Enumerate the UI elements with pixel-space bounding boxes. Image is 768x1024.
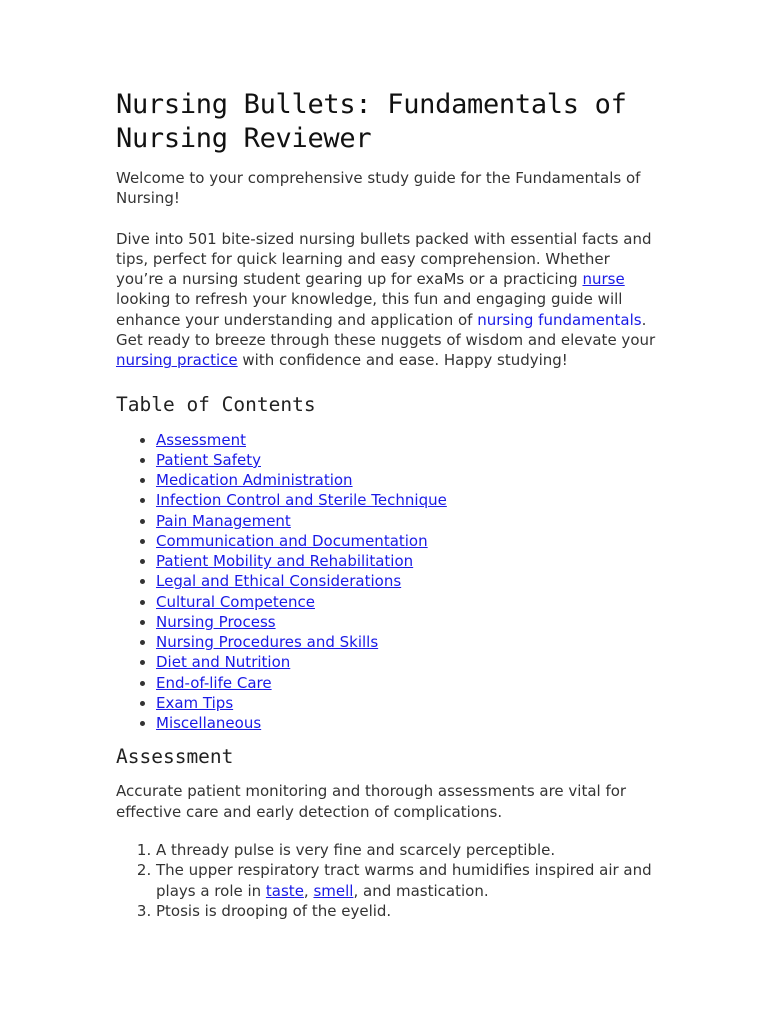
list-item [156, 860, 656, 901]
smell-link[interactable]: smell [313, 881, 354, 900]
list-item: 3. Ptosis is drooping of the eyelid. [156, 901, 656, 921]
toc-link-procedures-skills[interactable]: Nursing Procedures and Skills [156, 633, 379, 652]
toc-link-medication-administration[interactable]: Medication Administration [156, 471, 353, 490]
article [116, 88, 656, 921]
intro-paragraph: Welcome to your comprehensive study guide for the Fundamentals of Nursing! [116, 169, 641, 208]
toc-item [156, 430, 656, 450]
toc-item [156, 571, 656, 591]
list-item: 1. A thready pulse is very fine and scarcely perceptible. [156, 840, 656, 860]
toc-item [156, 632, 656, 652]
toc-item [156, 652, 656, 672]
toc-item [156, 713, 656, 733]
toc-link-exam-tips[interactable]: Exam Tips [156, 693, 234, 712]
taste-link[interactable]: taste [265, 881, 304, 900]
toc-item [156, 511, 656, 531]
item2-text-1: The upper respiratory tract warms and humidifies inspired air and plays a role in [156, 861, 652, 900]
toc-item [156, 673, 656, 693]
toc-link-infection-control[interactable]: Infection Control and Sterile Technique [156, 491, 447, 510]
toc-item [156, 531, 656, 551]
toc-link-miscellaneous[interactable]: Miscellaneous [156, 714, 262, 733]
desc-text-2: looking to refresh your knowledge, this fun and engaging guide will enhance your understanding and application of [116, 290, 623, 329]
toc-item [156, 693, 656, 713]
item2-text-2: , and mastication. [353, 881, 489, 900]
toc-link-legal-ethical[interactable]: Legal and Ethical Considerations [156, 572, 402, 591]
toc-item [156, 592, 656, 612]
nurse-link[interactable]: nurse [582, 270, 625, 289]
nursing-practice-link[interactable]: nursing practice [116, 351, 238, 370]
toc-link-patient-mobility[interactable]: Patient Mobility and Rehabilitation [156, 552, 414, 571]
toc-item [156, 551, 656, 571]
desc-text-3: . Get ready to breeze through these nuggets of wisdom and elevate your [116, 310, 656, 350]
toc-item [156, 490, 656, 510]
toc-item [156, 450, 656, 470]
toc-heading: Table of Contents [116, 392, 316, 416]
desc-text-4: with confidence and ease. Happy studying! [237, 351, 568, 370]
toc-item [156, 612, 656, 632]
toc-link-cultural-competence[interactable]: Cultural Competence [156, 592, 315, 611]
assessment-list [116, 840, 656, 921]
assessment-intro: Accurate patient monitoring and thorough assessments are vital for effective care and early detection of complications. [116, 782, 627, 821]
item2-separator: , [303, 881, 314, 900]
toc-link-assessment[interactable]: Assessment [156, 430, 246, 449]
page-title: Nursing Bullets: Fundamentals of Nursing Reviewer [116, 89, 627, 154]
nursing-fundamentals-link[interactable]: nursing fundamentals [477, 310, 642, 329]
toc-link-nursing-process[interactable]: Nursing Process [156, 612, 276, 631]
assessment-heading: Assessment [116, 745, 234, 769]
toc-item [156, 470, 656, 490]
toc-link-diet-nutrition[interactable]: Diet and Nutrition [156, 653, 291, 672]
description-paragraph [116, 229, 656, 371]
toc-link-pain-management[interactable]: Pain Management [156, 511, 291, 530]
toc-link-patient-safety[interactable]: Patient Safety [156, 450, 261, 469]
toc-link-communication[interactable]: Communication and Documentation [156, 531, 428, 550]
desc-text-1: Dive into 501 bite-sized nursing bullets packed with essential facts and tips, perfect for quick learning and easy comprehension. Whether you’re a nursing student gearing up for exaMs or a practicing [116, 229, 652, 289]
table-of-contents [116, 430, 656, 734]
toc-link-end-of-life[interactable]: End-of-life Care [156, 673, 272, 692]
